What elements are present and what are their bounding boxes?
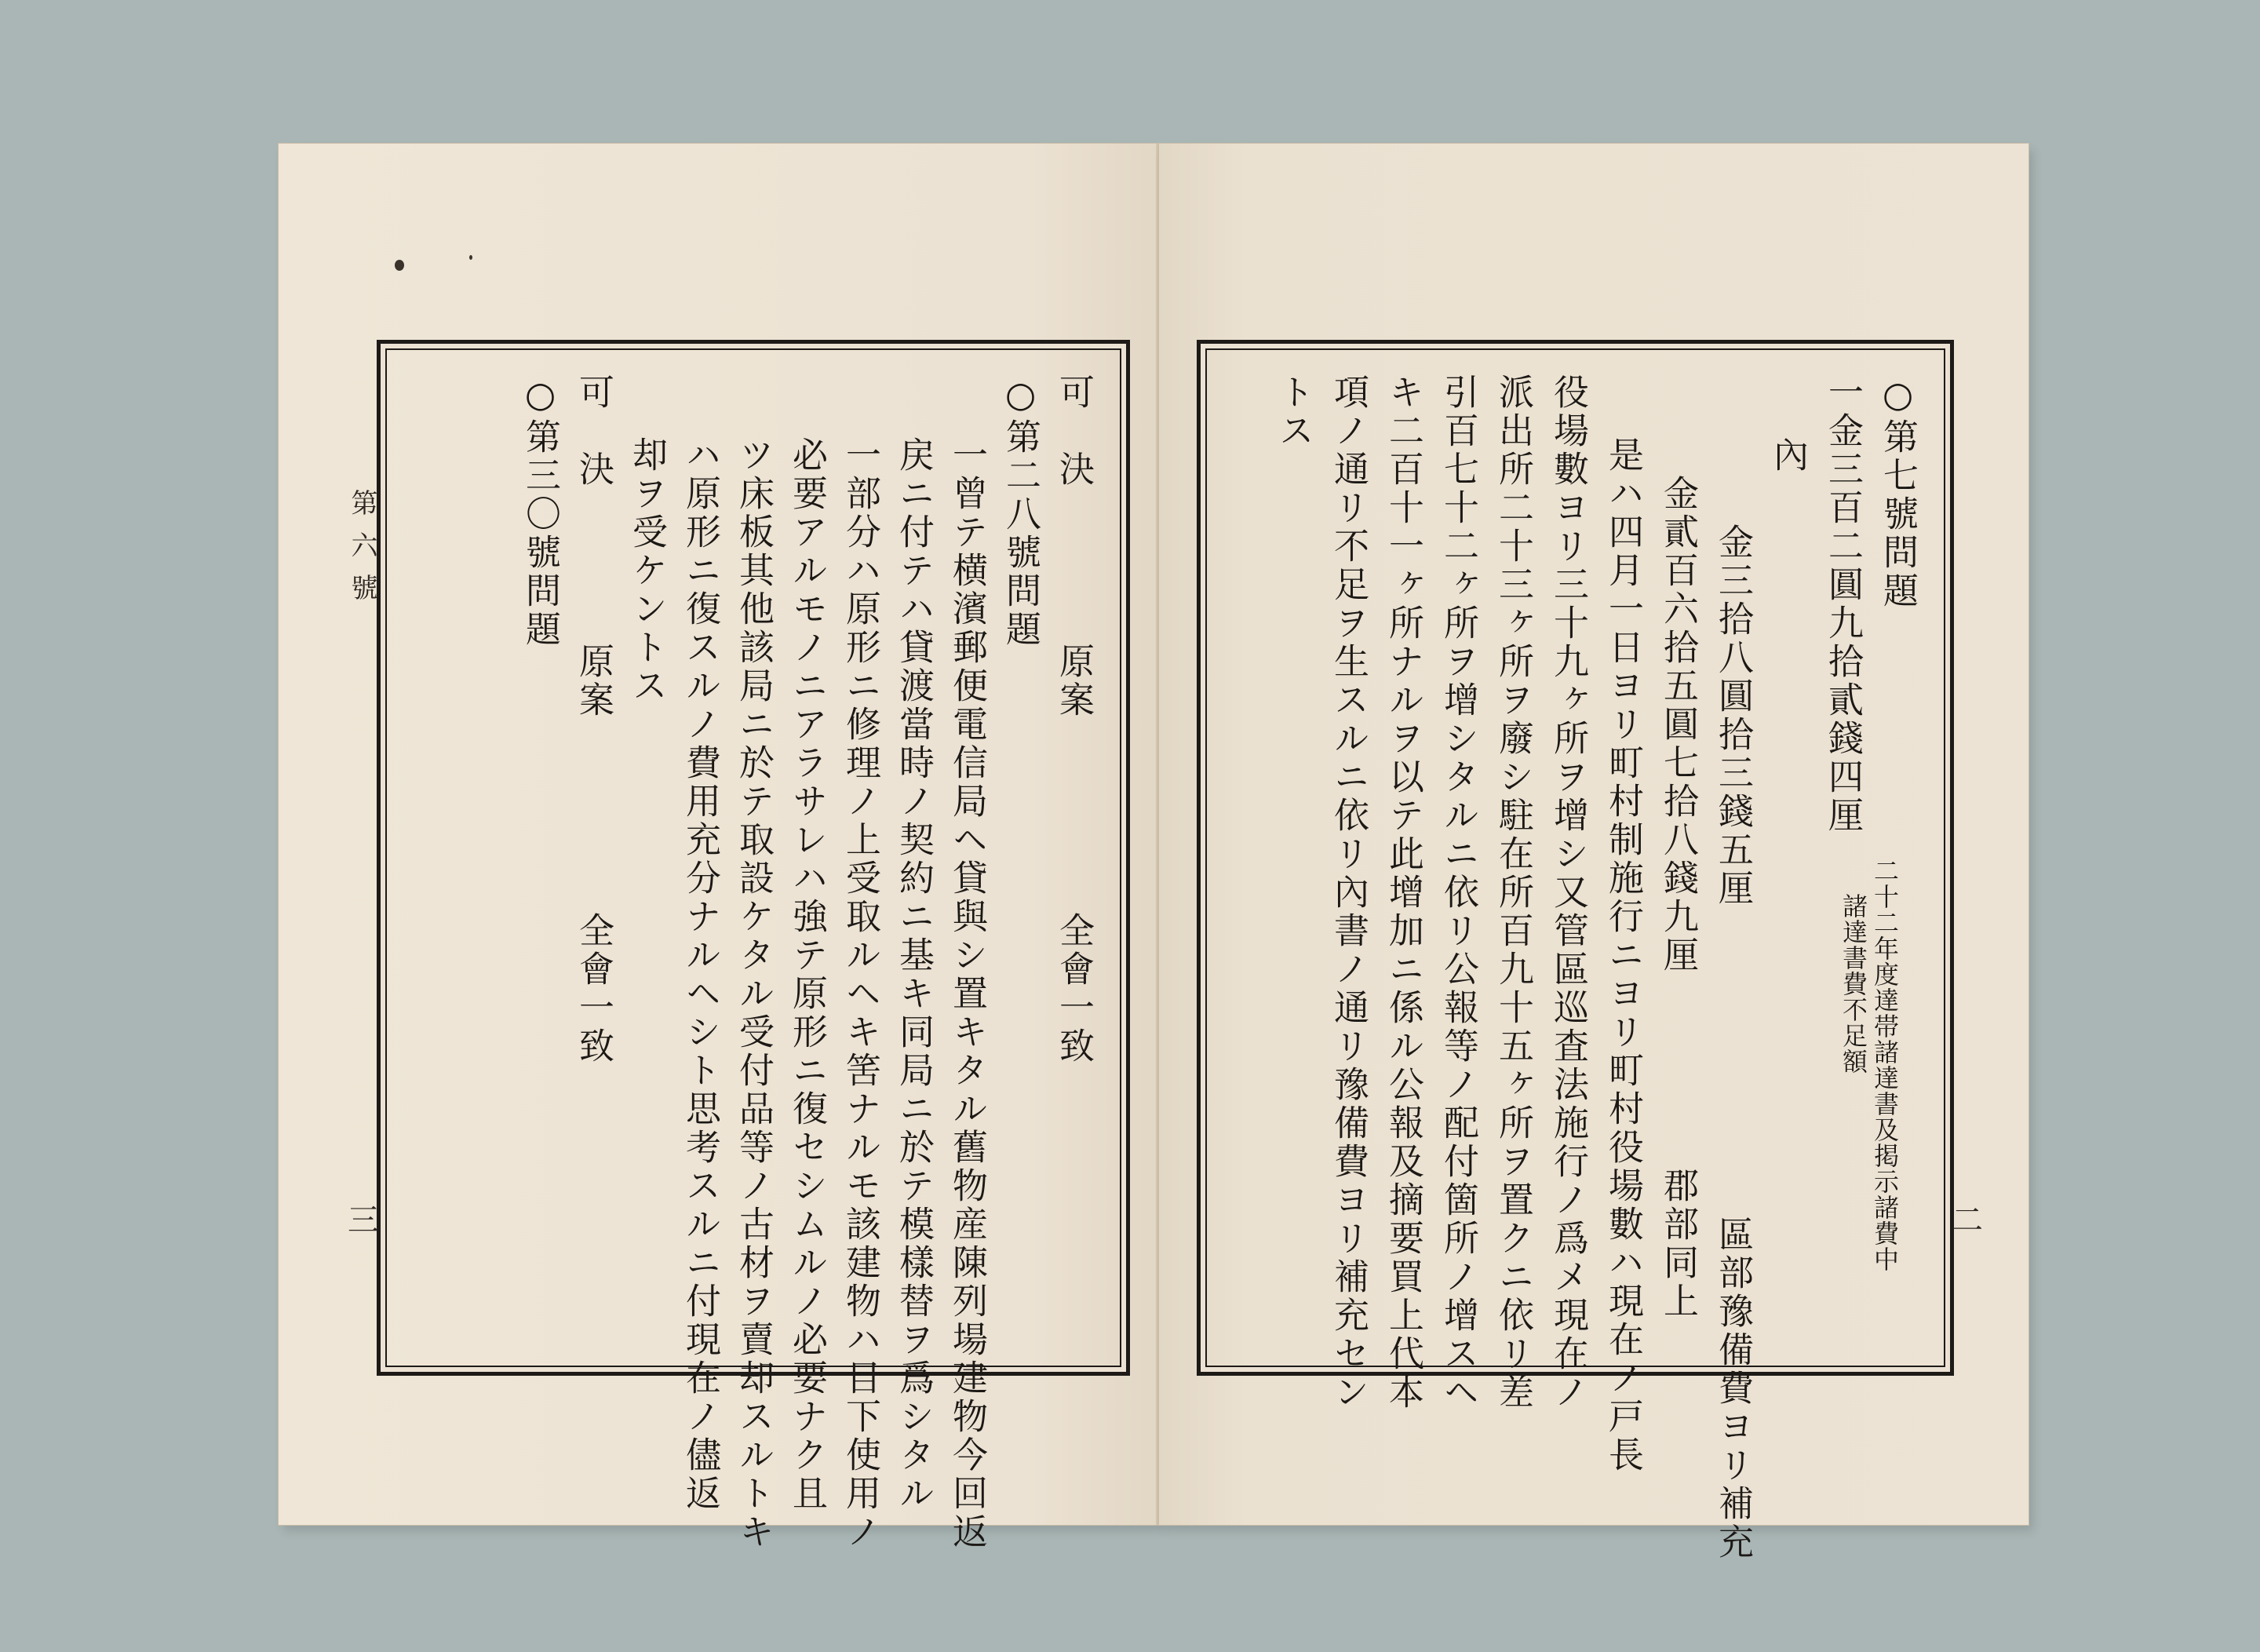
- text-column: トス: [1273, 374, 1314, 450]
- page-number: 三: [348, 1202, 379, 1238]
- running-head: 第六號: [346, 489, 377, 616]
- text-column: ハ原形ニ復スルノ費用充分ナルヘシト思考スルニ付現在ノ儘返: [680, 436, 721, 1513]
- open-book: [279, 144, 2029, 1562]
- text-column: ○第七號問題: [1877, 374, 1919, 611]
- text-column: 一金三百二圓九拾貳錢四厘: [1822, 374, 1864, 835]
- ink-speck: [469, 255, 472, 260]
- left-page: [279, 144, 1159, 1552]
- text-column: 金三拾八圓拾三錢五厘 區部豫備費ヨリ補充: [1712, 485, 1754, 1562]
- text-column: 項ノ通リ不足ヲ生スルニ依リ內書ノ通リ豫備費ヨリ補充セン: [1328, 374, 1369, 1412]
- text-column: 派出所二十三ヶ所ヲ廢シ駐在所百九十五ヶ所ヲ置クニ依リ差: [1493, 374, 1534, 1412]
- text-column: 可 決 原案 全會一致: [1053, 374, 1095, 1066]
- text-column: 一曾テ横濱郵便電信局ヘ貸與シ置キタル舊物産陳列場建物今回返: [946, 436, 988, 1552]
- right-page: [1159, 144, 2029, 1562]
- text-column: 役場數ヨリ三十九ヶ所ヲ增シ又管區巡査法施行ノ爲メ現在ノ: [1547, 374, 1589, 1412]
- text-column: 却ヲ受ケントス: [626, 436, 668, 706]
- text-column: 引百七十二ヶ所ヲ增シタルニ依リ公報等ノ配付箇所ノ增スヘ: [1438, 374, 1479, 1412]
- left-text-frame: [377, 340, 1130, 1552]
- text-column: ○第二八號問題: [1000, 374, 1041, 649]
- text-column: 一部分ハ原形ニ修理ノ上受取ルヘキ筈ナルモ該建物ハ目下使用ノ: [840, 436, 881, 1552]
- text-column: キ二百十一ヶ所ナルヲ以テ此增加ニ係ル公報及摘要買上代本: [1383, 374, 1424, 1412]
- text-column: 必要アルモノニアラサレハ強テ原形ニ復セシムルノ必要ナク且: [786, 436, 828, 1513]
- text-column: 是ハ四月一日ヨリ町村制施行ニヨリ町村役場數ハ現在ノ戸長: [1602, 436, 1644, 1475]
- text-column: 金貳百六拾五圓七拾八錢九厘 郡部同上: [1657, 436, 1699, 1321]
- sub-header: 二十二年度達帯諸達書及掲示諸費中: [1870, 858, 1900, 1272]
- text-column: 內: [1767, 436, 1809, 475]
- text-column: ツ床板其他該局ニ於テ取設ケタル受付品等ノ古材ヲ賣却スルトキ: [733, 436, 775, 1552]
- text-column: 可 決 原案 全會一致: [573, 374, 614, 1066]
- page-number: 二: [1952, 1202, 1983, 1238]
- ink-speck: [395, 260, 404, 271]
- right-text-frame: [1197, 340, 1954, 1562]
- text-column: 戻ニ付テハ貸渡當時ノ契約ニ基キ同局ニ於テ模樣替ヲ爲シタル: [893, 436, 935, 1513]
- text-column: ○第三〇號問題: [519, 374, 561, 649]
- sub-header: 諸達書費不足額: [1839, 893, 1868, 1074]
